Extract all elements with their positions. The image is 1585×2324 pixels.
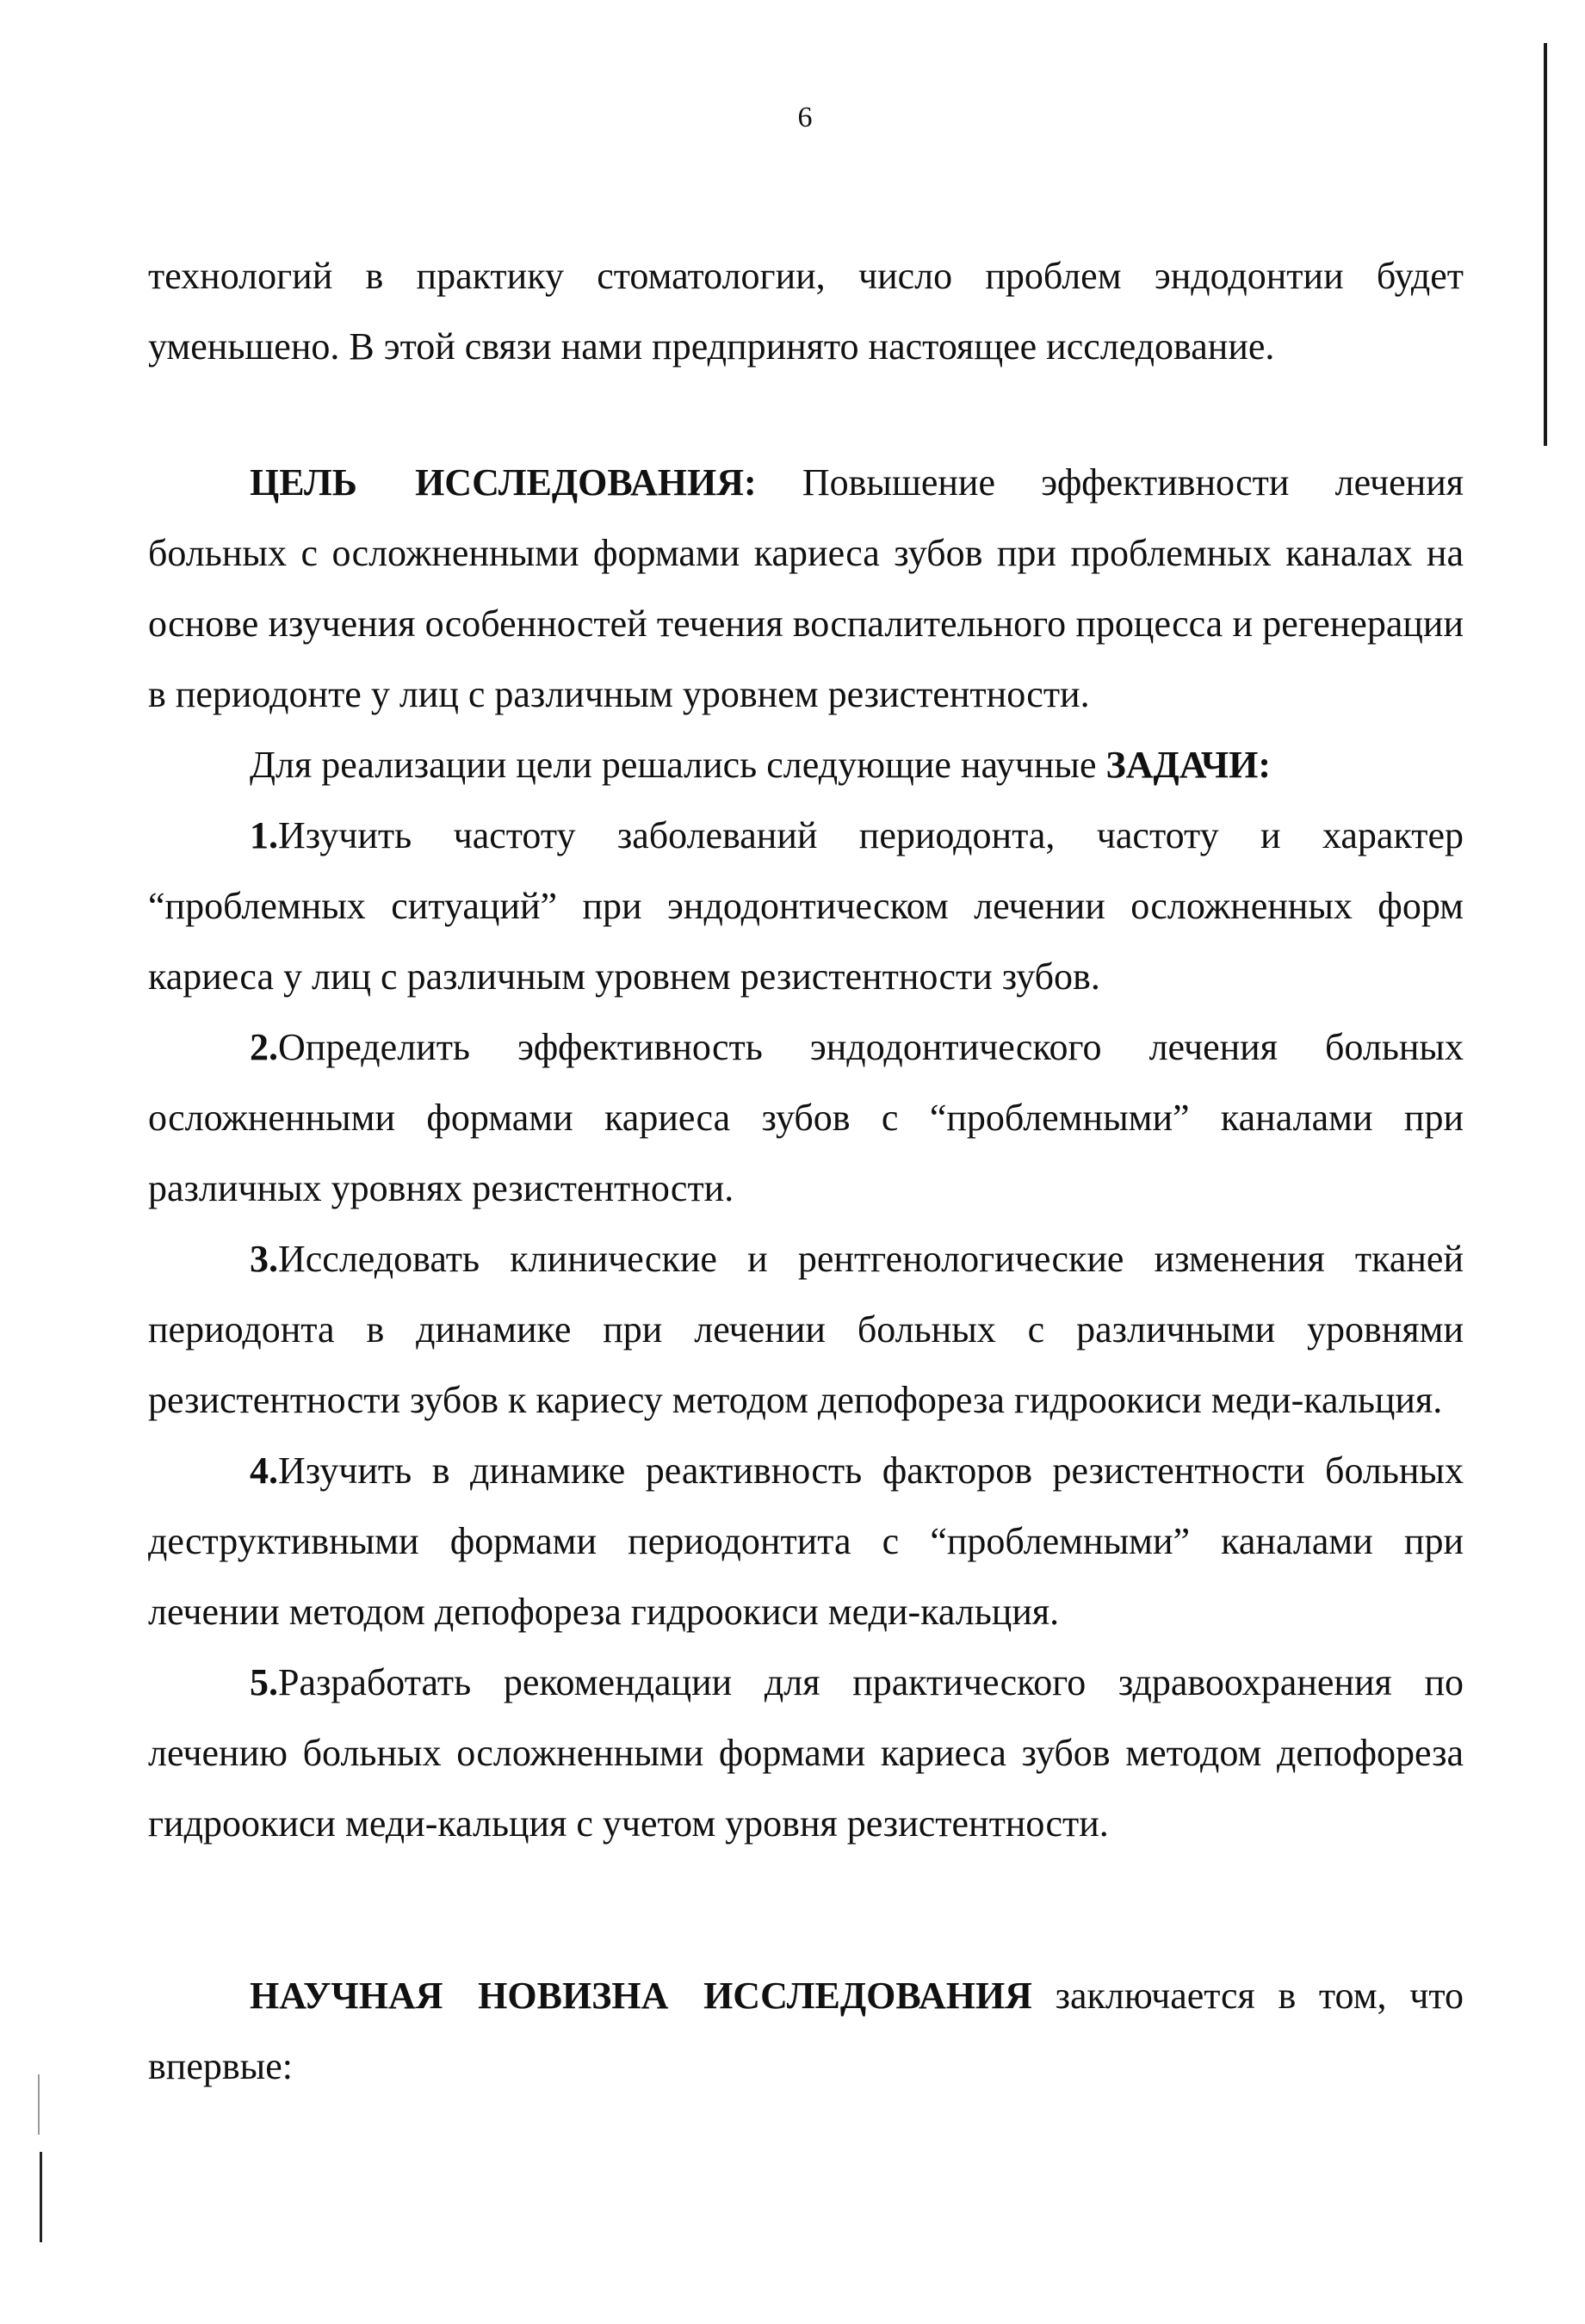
scan-edge-line: [40, 2152, 42, 2242]
task-text: Изучить частоту заболеваний периодонта, частоту и характер “проблемных ситуаций” при эндодонтическом лечении осложненных форм кариеса у лиц с различным уровнем резистентности зубов.: [148, 814, 1464, 998]
document-body: [148, 241, 1464, 2102]
tasks-intro-text: Для реализации цели решались следующие научные: [250, 744, 1106, 786]
task-number: 1.: [250, 814, 278, 856]
tasks-heading: ЗАДАЧИ:: [1105, 744, 1272, 786]
task-item: [148, 1436, 1464, 1647]
tasks-intro-paragraph: [148, 730, 1464, 800]
task-text: Изучить в динамике реактивность факторов резистентности больных деструктивными формами периодонтита с “проблемными” каналами при лечении методом депофореза гидроокиси меди-кальция.: [148, 1449, 1464, 1633]
novelty-paragraph: [148, 1961, 1464, 2102]
task-item: [148, 800, 1464, 1012]
task-number: 5.: [250, 1661, 278, 1703]
goal-heading: ЦЕЛЬ ИССЛЕДОВАНИЯ:: [250, 461, 757, 504]
intro-paragraph: технологий в практику стоматологии, число проблем эндодонтии будет уменьшено. В этой связи нами предпринято настоящее исследование.: [148, 255, 1464, 368]
goal-text: Повышение эффективности лечения больных с осложненными формами кариеса зубов при проблемных каналах на основе изучения особенностей течения воспалительного процесса и регенерации в периодонте у лиц с различным уровнем резистентности.: [148, 461, 1464, 715]
scan-edge-line: [38, 2074, 40, 2135]
task-text: Разработать рекомендации для практического здравоохранения по лечению больных осложненными формами кариеса зубов методом депофореза гидроокиси меди-кальция с учетом уровня резистентности.: [148, 1661, 1464, 1845]
novelty-heading: НАУЧНАЯ НОВИЗНА ИССЛЕДОВАНИЯ: [250, 1975, 1032, 2017]
task-text: Исследовать клинические и рентгенологические изменения тканей периодонта в динамике при лечении больных с различными уровнями резистентности зубов к кариесу методом депофореза гидроокиси меди-кальция.: [148, 1238, 1464, 1421]
task-number: 3.: [250, 1238, 278, 1280]
task-item: [148, 1012, 1464, 1224]
task-item: [148, 1224, 1464, 1436]
task-text: Определить эффективность эндодонтического лечения больных осложненными формами кариеса зубов с “проблемными” каналами при различных уровнях резистентности.: [148, 1026, 1464, 1209]
task-number: 2.: [250, 1026, 278, 1068]
task-number: 4.: [250, 1449, 278, 1492]
task-item: [148, 1647, 1464, 1859]
goal-paragraph: [148, 448, 1464, 730]
page-number: 6: [797, 102, 813, 133]
scan-edge-line: [1544, 43, 1547, 446]
novelty-text: заключается в том, что впервые:: [148, 1975, 1464, 2087]
